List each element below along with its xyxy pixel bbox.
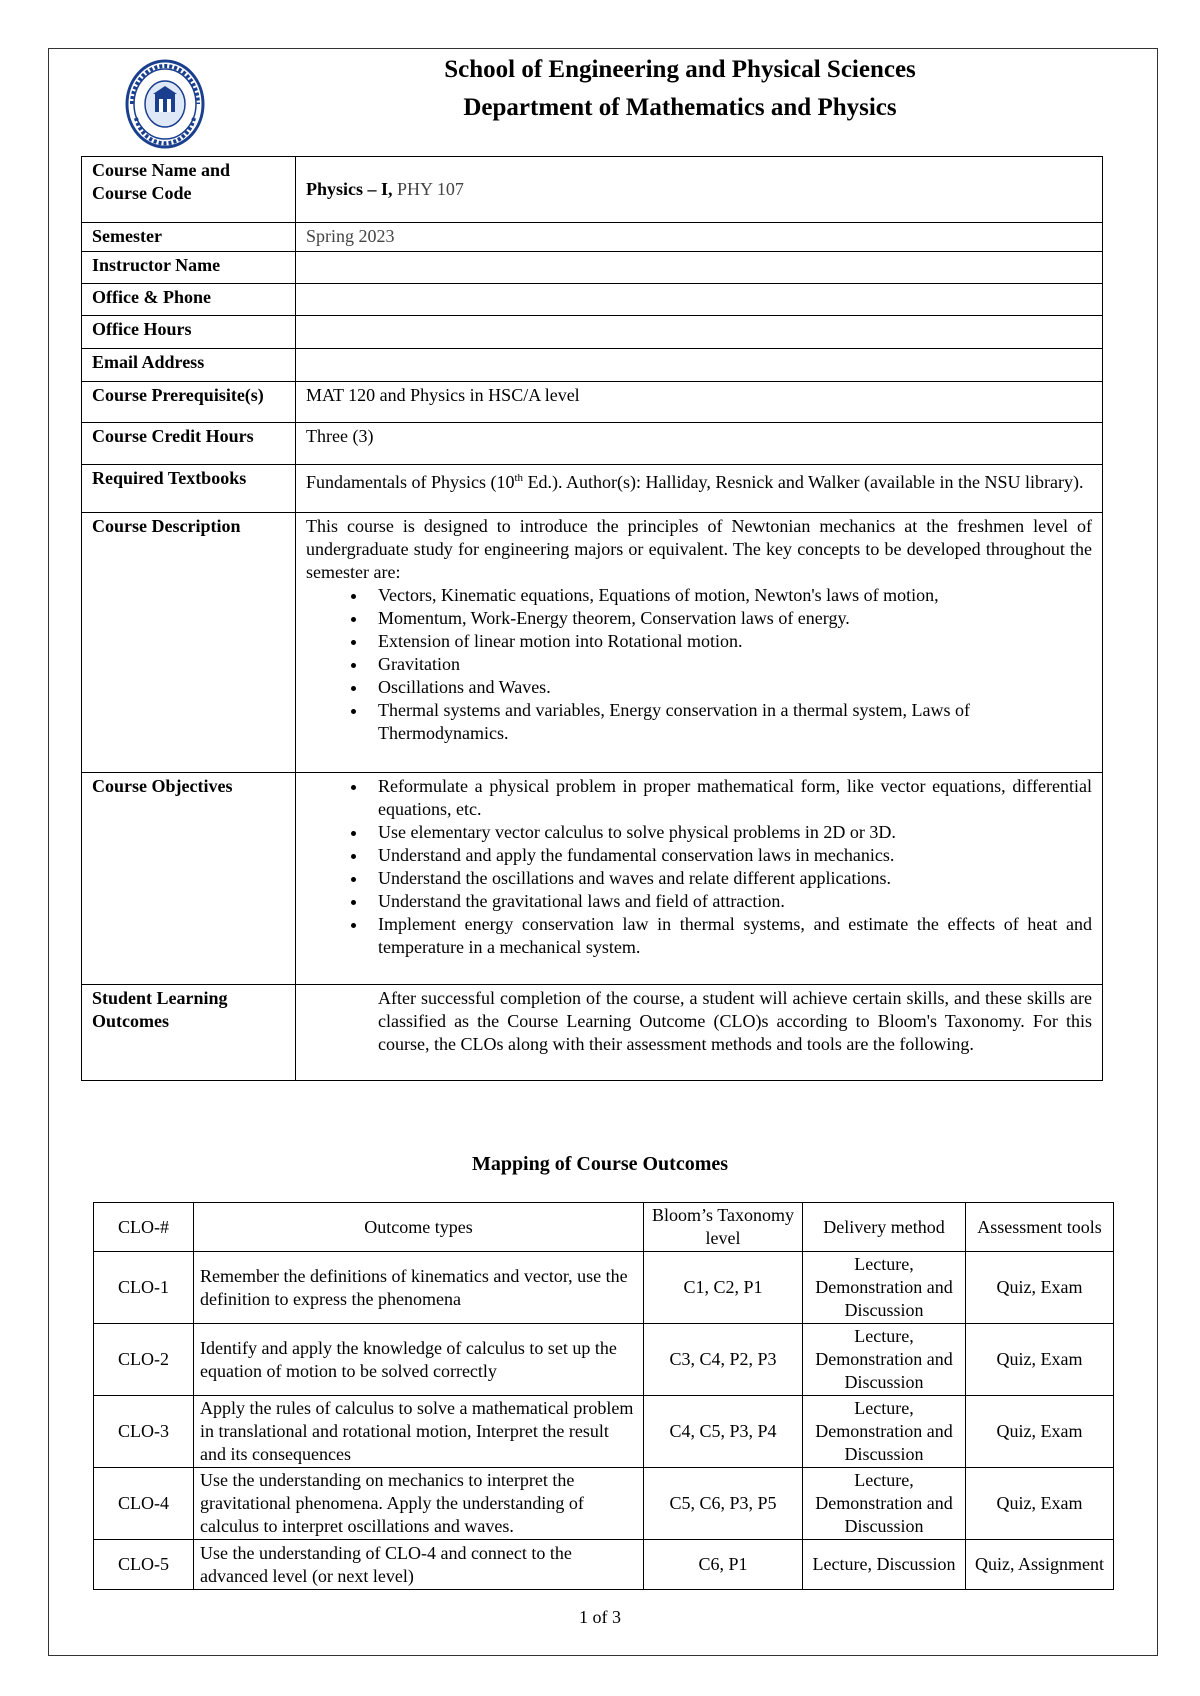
description-item: • Vectors, Kinematic equations, Equations of motion, Newton's laws of motion, xyxy=(368,584,1092,607)
clo-delivery: Lecture, Demonstration and Discussion xyxy=(803,1468,966,1540)
row-prereq xyxy=(82,382,1103,423)
clo-id: CLO-5 xyxy=(94,1540,194,1590)
label-learning-outcomes xyxy=(82,985,296,1081)
label-prerequisite: Course Prerequisite(s) xyxy=(82,382,296,423)
clo-id: CLO-3 xyxy=(94,1396,194,1468)
table-row xyxy=(94,1468,1114,1540)
clo-id: CLO-1 xyxy=(94,1252,194,1324)
description-item: • Oscillations and Waves. xyxy=(368,676,1092,699)
label-credit-hours: Course Credit Hours xyxy=(82,423,296,465)
value-semester: Spring 2023 xyxy=(296,223,1103,252)
label-slo-line1: Student Learning xyxy=(92,988,228,1008)
value-credit-hours: Three (3) xyxy=(296,423,1103,465)
clo-assessment: Quiz, Exam xyxy=(966,1252,1114,1324)
header-clo: CLO-# xyxy=(94,1203,194,1252)
course-info-table xyxy=(81,156,1103,1081)
value-textbooks xyxy=(296,465,1103,513)
label-course-name xyxy=(82,157,296,223)
objective-item: • Understand the gravitational laws and field of attraction. xyxy=(368,890,1092,913)
value-prerequisite: MAT 120 and Physics in HSC/A level xyxy=(296,382,1103,423)
row-semester xyxy=(82,223,1103,252)
row-learning-outcomes xyxy=(82,985,1103,1081)
value-course-name xyxy=(296,157,1103,223)
row-course-name xyxy=(82,157,1103,223)
objective-item: • Understand the oscillations and waves and relate different applications. xyxy=(368,867,1092,890)
clo-id: CLO-2 xyxy=(94,1324,194,1396)
learning-outcomes-text: After successful completion of the course, a student will achieve certain skills, and these skills are classified as the Course Learning Outcome (CLO)s according to Bloom's Taxonomy. For this course, the CLOs along with their assessment methods and tools are the following. xyxy=(378,988,1092,1054)
clo-delivery: Lecture, Discussion xyxy=(803,1540,966,1590)
clo-mapping-table xyxy=(93,1202,1114,1590)
header-bloom: Bloom’s Taxonomy level xyxy=(644,1203,803,1252)
clo-outcome: Identify and apply the knowledge of calculus to set up the equation of motion to be solved correctly xyxy=(194,1324,644,1396)
clo-outcome: Remember the definitions of kinematics and vector, use the definition to express the phenomena xyxy=(194,1252,644,1324)
clo-outcome: Apply the rules of calculus to solve a mathematical problem in translational and rotational motion, Interpret the result and its consequences xyxy=(194,1396,644,1468)
objective-item: • Use elementary vector calculus to solve physical problems in 2D or 3D. xyxy=(368,821,1092,844)
objective-item: • Reformulate a physical problem in proper mathematical form, like vector equations, differential equations, etc. xyxy=(368,775,1092,821)
table-row xyxy=(94,1540,1114,1590)
textbook-authors: Ed.). Author(s): Halliday, Resnick and Walker (available in the NSU library). xyxy=(523,472,1084,492)
clo-bloom: C6, P1 xyxy=(644,1540,803,1590)
clo-bloom: C1, C2, P1 xyxy=(644,1252,803,1324)
clo-assessment: Quiz, Exam xyxy=(966,1396,1114,1468)
textbook-title: Fundamentals of Physics (10 xyxy=(306,472,515,492)
header-delivery: Delivery method xyxy=(803,1203,966,1252)
description-item: • Thermal systems and variables, Energy conservation in a thermal system, Laws of Thermodynamics. xyxy=(368,699,1092,745)
value-description xyxy=(296,513,1103,773)
clo-delivery: Lecture, Demonstration and Discussion xyxy=(803,1324,966,1396)
value-office-hours xyxy=(296,316,1103,349)
table-row xyxy=(94,1252,1114,1324)
row-objectives xyxy=(82,773,1103,985)
clo-delivery: Lecture, Demonstration and Discussion xyxy=(803,1252,966,1324)
description-item: • Momentum, Work-Energy theorem, Conservation laws of energy. xyxy=(368,607,1092,630)
row-textbook xyxy=(82,465,1103,513)
description-item: • Extension of linear motion into Rotational motion. xyxy=(368,630,1092,653)
clo-assessment: Quiz, Exam xyxy=(966,1324,1114,1396)
label-semester: Semester xyxy=(82,223,296,252)
label-textbooks: Required Textbooks xyxy=(82,465,296,513)
university-seal-icon xyxy=(124,58,206,150)
header-assessment: Assessment tools xyxy=(966,1203,1114,1252)
table-row xyxy=(94,1324,1114,1396)
page-number: 1 of 3 xyxy=(579,1607,621,1627)
row-credit xyxy=(82,423,1103,465)
clo-outcome: Use the understanding of CLO-4 and connect to the advanced level (or next level) xyxy=(194,1540,644,1590)
label-slo-line2: Outcomes xyxy=(92,1011,169,1031)
value-email xyxy=(296,349,1103,382)
row-description xyxy=(82,513,1103,773)
description-item: • Gravitation xyxy=(368,653,1092,676)
course-name: Physics – I, xyxy=(306,178,393,199)
clo-assessment: Quiz, Exam xyxy=(966,1468,1114,1540)
clo-bloom: C5, C6, P3, P5 xyxy=(644,1468,803,1540)
mapping-title: Mapping of Course Outcomes xyxy=(471,1153,729,1175)
label-instructor: Instructor Name xyxy=(82,252,296,284)
row-office xyxy=(82,284,1103,316)
value-office-phone xyxy=(296,284,1103,316)
clo-delivery: Lecture, Demonstration and Discussion xyxy=(803,1396,966,1468)
label-description: Course Description xyxy=(82,513,296,773)
table-row xyxy=(94,1396,1114,1468)
header-outcome: Outcome types xyxy=(194,1203,644,1252)
clo-assessment: Quiz, Assignment xyxy=(966,1540,1114,1590)
school-title: School of Engineering and Physical Sciences xyxy=(444,56,916,83)
label-email: Email Address xyxy=(82,349,296,382)
row-email xyxy=(82,349,1103,382)
course-code: PHY 107 xyxy=(397,178,464,199)
clo-id: CLO-4 xyxy=(94,1468,194,1540)
row-office-hours xyxy=(82,316,1103,349)
label-office-phone: Office & Phone xyxy=(82,284,296,316)
row-instructor xyxy=(82,252,1103,284)
objective-item: • Implement energy conservation law in thermal systems, and estimate the effects of heat and temperature in a mechanical system. xyxy=(368,913,1092,959)
clo-bloom: C4, C5, P3, P4 xyxy=(644,1396,803,1468)
objectives-list xyxy=(306,775,1092,959)
value-learning-outcomes xyxy=(296,985,1103,1081)
clo-bloom: C3, C4, P2, P3 xyxy=(644,1324,803,1396)
label-office-hours: Office Hours xyxy=(82,316,296,349)
mapping-header-row xyxy=(94,1203,1114,1252)
label-objectives: Course Objectives xyxy=(82,773,296,985)
description-intro: This course is designed to introduce the principles of Newtonian mechanics at the freshmen level of undergraduate study for engineering majors or equivalent. The key concepts to be developed throughout the semester are: xyxy=(306,516,1092,582)
description-list xyxy=(306,584,1092,745)
textbook-edition-sup: th xyxy=(514,472,524,484)
department-title: Department of Mathematics and Physics xyxy=(463,94,897,121)
label-course-name-line2: Course Code xyxy=(92,183,192,203)
objective-item: • Understand and apply the fundamental conservation laws in mechanics. xyxy=(368,844,1092,867)
label-course-name-line1: Course Name and xyxy=(92,160,230,180)
clo-outcome: Use the understanding on mechanics to interpret the gravitational phenomena. Apply the understanding of calculus to interpret oscillations and waves. xyxy=(194,1468,644,1540)
value-objectives xyxy=(296,773,1103,985)
value-instructor xyxy=(296,252,1103,284)
